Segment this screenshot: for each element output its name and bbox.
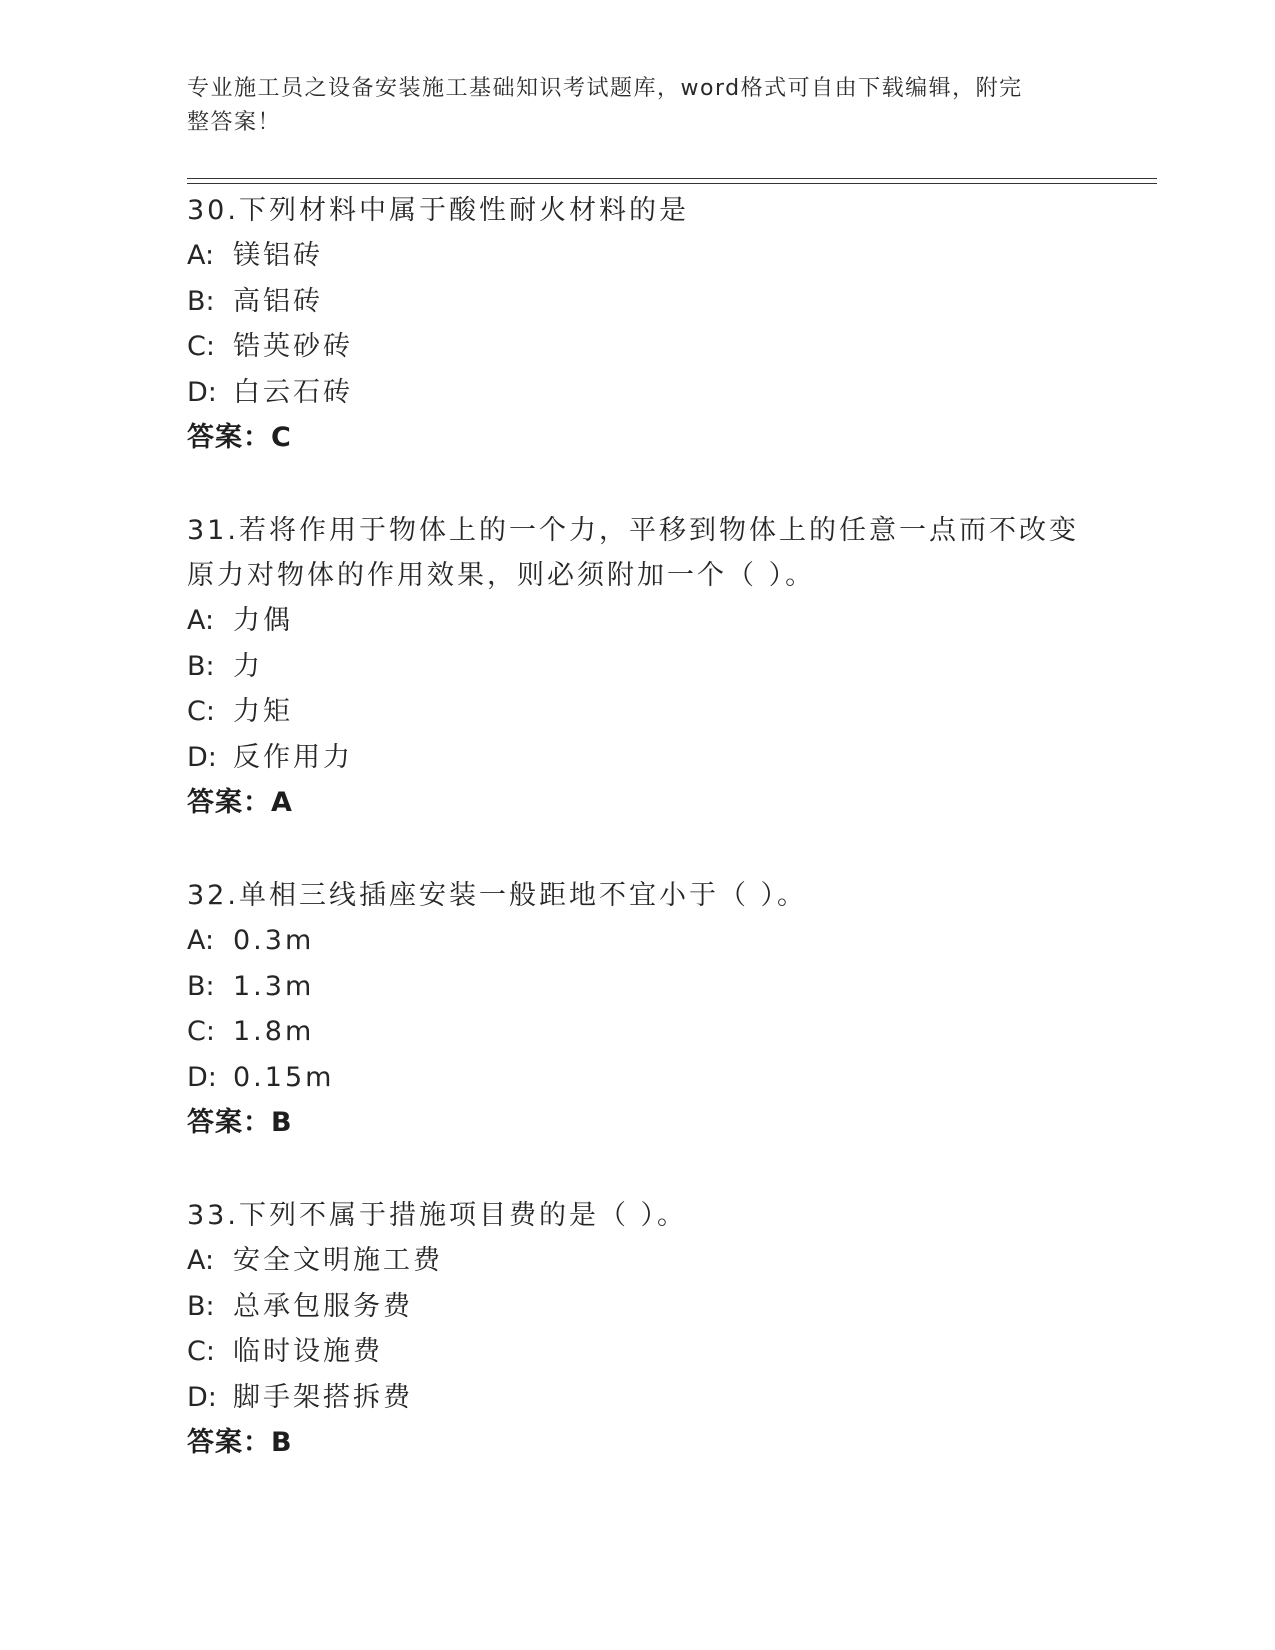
option-c	[187, 1329, 1087, 1375]
option-text: 力	[233, 650, 263, 682]
option-b	[187, 644, 1087, 690]
option-text: 脚手架搭拆费	[233, 1381, 413, 1413]
option-a	[187, 1238, 1087, 1284]
option-text: 反作用力	[233, 741, 353, 773]
option-letter: D:	[187, 376, 217, 408]
question-31	[187, 508, 1087, 826]
option-text: 力矩	[233, 696, 293, 727]
option-letter: C:	[187, 696, 215, 727]
option-a	[187, 918, 1087, 964]
option-letter: B:	[187, 650, 215, 682]
option-c	[187, 1009, 1087, 1055]
option-b	[187, 964, 1087, 1010]
option-a	[187, 233, 1087, 279]
question-33	[187, 1193, 1087, 1466]
option-d	[187, 370, 1087, 416]
question-list	[187, 188, 1087, 1513]
question-stem: 30.下列材料中属于酸性耐火材料的是	[187, 195, 689, 226]
option-text: 力偶	[233, 605, 293, 636]
option-letter: A:	[187, 240, 215, 271]
option-letter: B:	[187, 1290, 215, 1322]
option-letter: D:	[187, 1061, 217, 1093]
option-c	[187, 689, 1087, 735]
option-text: 0.3m	[233, 925, 315, 956]
option-text: 镁铝砖	[233, 240, 323, 271]
question-stem: 31.若将作用于物体上的一个力，平移到物体上的任意一点而不改变原力对物体的作用效果，则必须附加一个（ ）。	[187, 515, 1079, 591]
option-letter: C:	[187, 331, 215, 362]
option-text: 临时设施费	[233, 1336, 383, 1367]
question-30	[187, 188, 1087, 461]
option-letter: A:	[187, 605, 215, 636]
option-d	[187, 1375, 1087, 1421]
option-text: 1.8m	[233, 1016, 315, 1047]
option-c	[187, 324, 1087, 370]
option-text: 高铝砖	[233, 285, 323, 317]
option-text: 安全文明施工费	[233, 1245, 443, 1276]
option-b	[187, 1284, 1087, 1330]
document-header	[187, 72, 1067, 140]
answer-label: 答案：A	[187, 787, 293, 818]
answer-label: 答案：C	[187, 422, 292, 453]
option-text: 白云石砖	[233, 376, 353, 408]
answer-label: 答案：B	[187, 1427, 293, 1458]
option-letter: B:	[187, 970, 215, 1002]
option-d	[187, 1055, 1087, 1101]
option-text: 1.3m	[233, 970, 315, 1002]
question-stem: 33.下列不属于措施项目费的是（ ）。	[187, 1200, 688, 1231]
option-letter: B:	[187, 285, 215, 317]
option-b	[187, 279, 1087, 325]
option-text: 0.15m	[233, 1061, 335, 1093]
option-letter: A:	[187, 1245, 215, 1276]
question-32	[187, 873, 1087, 1146]
header-line-1: 专业施工员之设备安装施工基础知识考试题库，word格式可自由下载编辑，附完	[187, 76, 1023, 101]
option-letter: C:	[187, 1336, 215, 1367]
option-letter: C:	[187, 1016, 215, 1047]
answer-label: 答案：B	[187, 1107, 293, 1138]
option-letter: D:	[187, 741, 217, 773]
option-letter: A:	[187, 925, 215, 956]
option-d	[187, 735, 1087, 781]
option-letter: D:	[187, 1381, 217, 1413]
header-line-2: 整答案！	[187, 110, 282, 135]
header-divider-bottom	[187, 183, 1157, 184]
option-a	[187, 598, 1087, 644]
option-text: 总承包服务费	[233, 1290, 413, 1322]
header-divider-top	[187, 178, 1157, 179]
question-stem: 32.单相三线插座安装一般距地不宜小于（ ）。	[187, 880, 808, 911]
option-text: 锆英砂砖	[233, 331, 353, 362]
